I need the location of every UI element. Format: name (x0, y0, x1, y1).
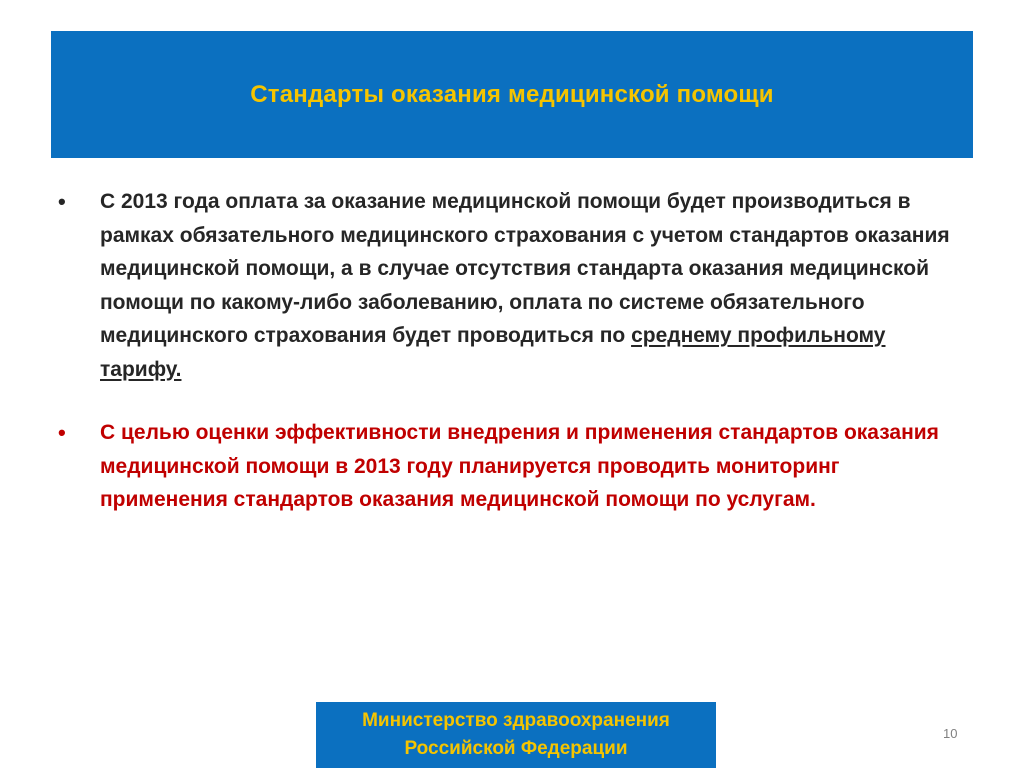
slide-body (58, 185, 968, 517)
bullet-underlined-phrase: среднему профильному тарифу. (100, 324, 886, 381)
bullet-item-payment (58, 185, 968, 386)
bullet-text: С целью оценки эффективности внедрения и применения стандартов оказания медицинской помощи в 2013 году планируется проводить мониторинг применения стандартов оказания медицинской помощи по услугам. (100, 421, 939, 511)
bullet-text (100, 185, 968, 386)
footer-line-2: Российской Федерации (404, 738, 628, 759)
page-number: 10 (943, 726, 958, 741)
slide-title: Стандарты оказания медицинской помощи (250, 80, 774, 108)
bullet-marker: • (58, 420, 66, 445)
footer-line-1: Министерство здравоохранения (362, 710, 670, 731)
bullet-text-main: С 2013 года оплата за оказание медицинской помощи будет производиться в рамках обязательного медицинского страхования с учетом стандартов оказания медицинской помощи, а в случае отсутствия стандарта оказания медицинской помощи по какому-либо заболеванию, оплата по системе обязательного медицинского страхования будет проводиться по (100, 190, 950, 347)
title-banner (51, 31, 973, 158)
bullet-item-monitoring (58, 416, 968, 517)
bullet-marker: • (58, 189, 66, 214)
ministry-footer (316, 702, 716, 768)
